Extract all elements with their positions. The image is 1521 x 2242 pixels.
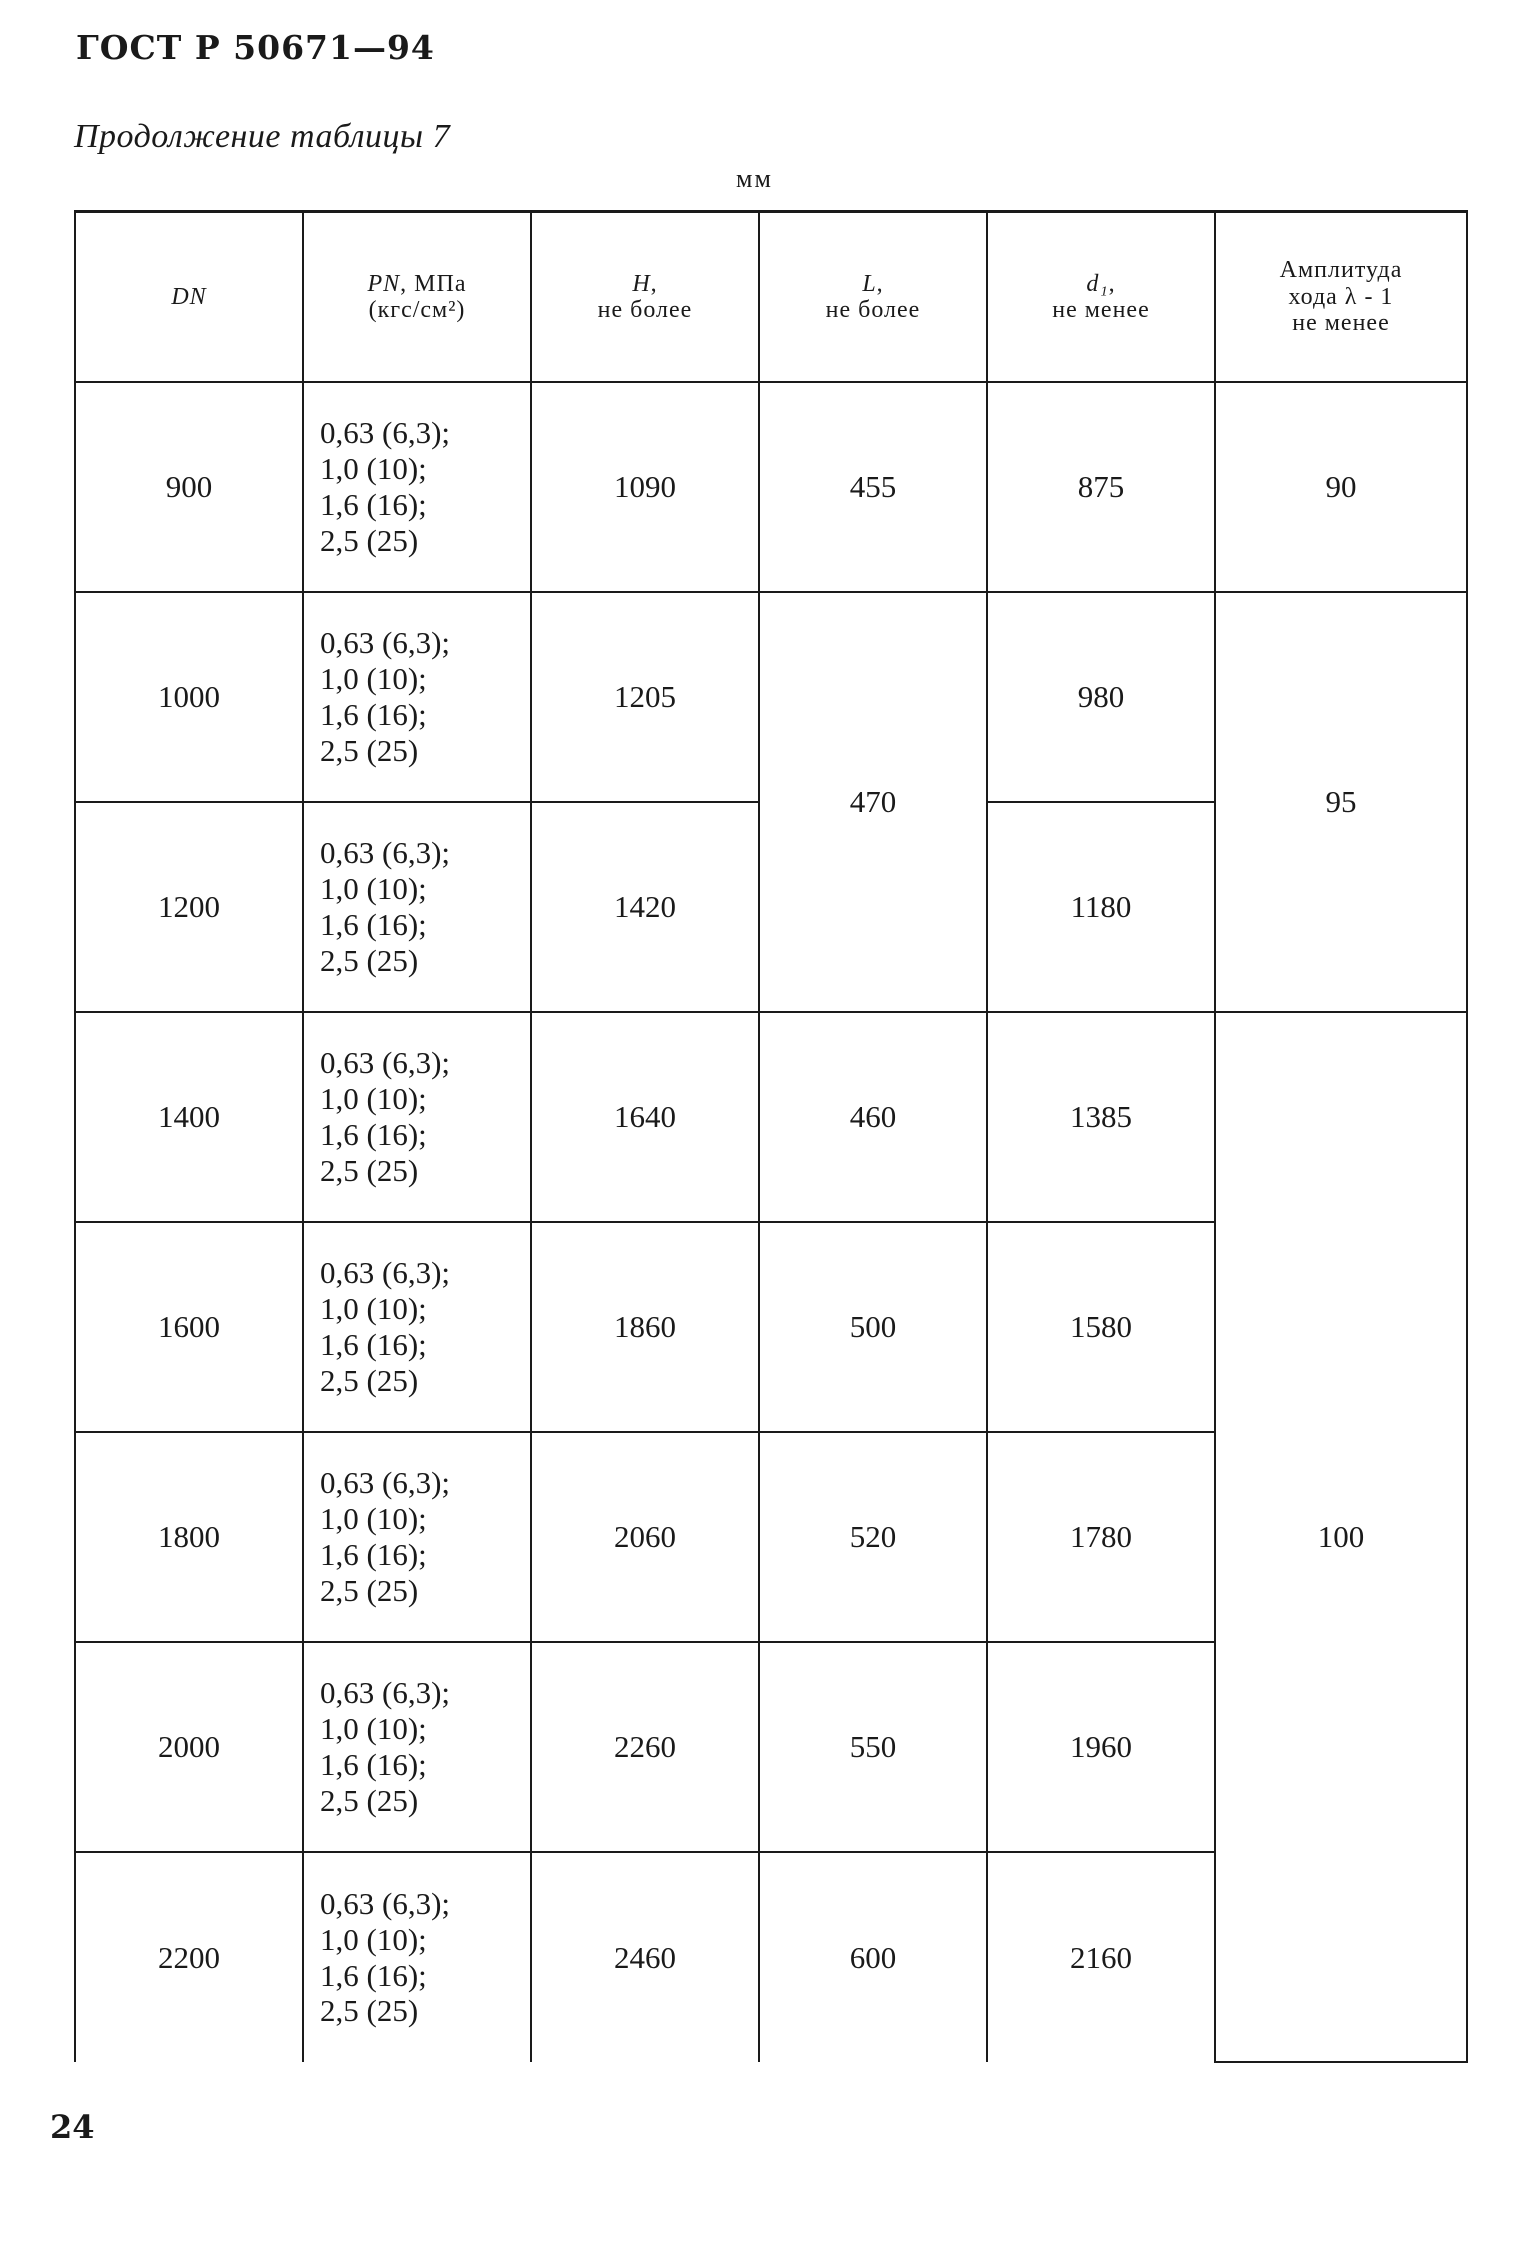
cell-h: 1205 (531, 592, 759, 802)
cell-dn: 2200 (75, 1852, 303, 2062)
cell-l: 600 (759, 1852, 987, 2062)
units-label: мм (736, 164, 773, 193)
cell-pn: 0,63 (6,3); 1,0 (10); 1,6 (16); 2,5 (25) (303, 1012, 531, 1222)
cell-pn: 0,63 (6,3); 1,0 (10); 1,6 (16); 2,5 (25) (303, 1852, 531, 2062)
cell-l: 520 (759, 1432, 987, 1642)
header-amplitude: Амплитуда хода λ - 1 не менее (1215, 212, 1467, 383)
cell-d1: 2160 (987, 1852, 1215, 2062)
header-dn: DN (75, 212, 303, 383)
cell-pn: 0,63 (6,3); 1,0 (10); 1,6 (16); 2,5 (25) (303, 1642, 531, 1852)
cell-d1: 1385 (987, 1012, 1215, 1222)
cell-d1: 1780 (987, 1432, 1215, 1642)
cell-dn: 1200 (75, 802, 303, 1012)
cell-d1: 1580 (987, 1222, 1215, 1432)
table-row (75, 592, 1467, 802)
cell-l: 550 (759, 1642, 987, 1852)
header-h: H, не более (531, 212, 759, 383)
table-row (75, 1012, 1467, 1222)
cell-d1: 980 (987, 592, 1215, 802)
cell-dn: 1800 (75, 1432, 303, 1642)
cell-amplitude: 95 (1215, 592, 1467, 1012)
cell-dn: 900 (75, 382, 303, 592)
cell-l: 500 (759, 1222, 987, 1432)
cell-h: 1640 (531, 1012, 759, 1222)
cell-dn: 1000 (75, 592, 303, 802)
cell-h: 2060 (531, 1432, 759, 1642)
header-d1: d₁, не менее (987, 212, 1215, 383)
cell-l: 460 (759, 1012, 987, 1222)
cell-pn: 0,63 (6,3); 1,0 (10); 1,6 (16); 2,5 (25) (303, 592, 531, 802)
cell-pn: 0,63 (6,3); 1,0 (10); 1,6 (16); 2,5 (25) (303, 382, 531, 592)
table-caption: Продолжение таблицы 7 (74, 118, 451, 155)
cell-h: 1420 (531, 802, 759, 1012)
cell-h: 2460 (531, 1852, 759, 2062)
cell-l: 470 (759, 592, 987, 1012)
page-number: 24 (50, 2108, 95, 2146)
header-pn: PN, МПа (кгс/см²) (303, 212, 531, 383)
cell-pn: 0,63 (6,3); 1,0 (10); 1,6 (16); 2,5 (25) (303, 1222, 531, 1432)
cell-amplitude: 100 (1215, 1012, 1467, 2062)
cell-h: 1860 (531, 1222, 759, 1432)
cell-d1: 1960 (987, 1642, 1215, 1852)
cell-dn: 2000 (75, 1642, 303, 1852)
cell-d1: 1180 (987, 802, 1215, 1012)
spec-table (74, 210, 1468, 2063)
cell-l: 455 (759, 382, 987, 592)
cell-pn: 0,63 (6,3); 1,0 (10); 1,6 (16); 2,5 (25) (303, 1432, 531, 1642)
cell-h: 2260 (531, 1642, 759, 1852)
header-l: L, не более (759, 212, 987, 383)
cell-pn: 0,63 (6,3); 1,0 (10); 1,6 (16); 2,5 (25) (303, 802, 531, 1012)
document-code: ГОСТ Р 50671—94 (76, 28, 435, 67)
table-header-row (75, 212, 1467, 383)
cell-d1: 875 (987, 382, 1215, 592)
cell-dn: 1600 (75, 1222, 303, 1432)
cell-dn: 1400 (75, 1012, 303, 1222)
table-row (75, 382, 1467, 592)
cell-h: 1090 (531, 382, 759, 592)
cell-amplitude: 90 (1215, 382, 1467, 592)
